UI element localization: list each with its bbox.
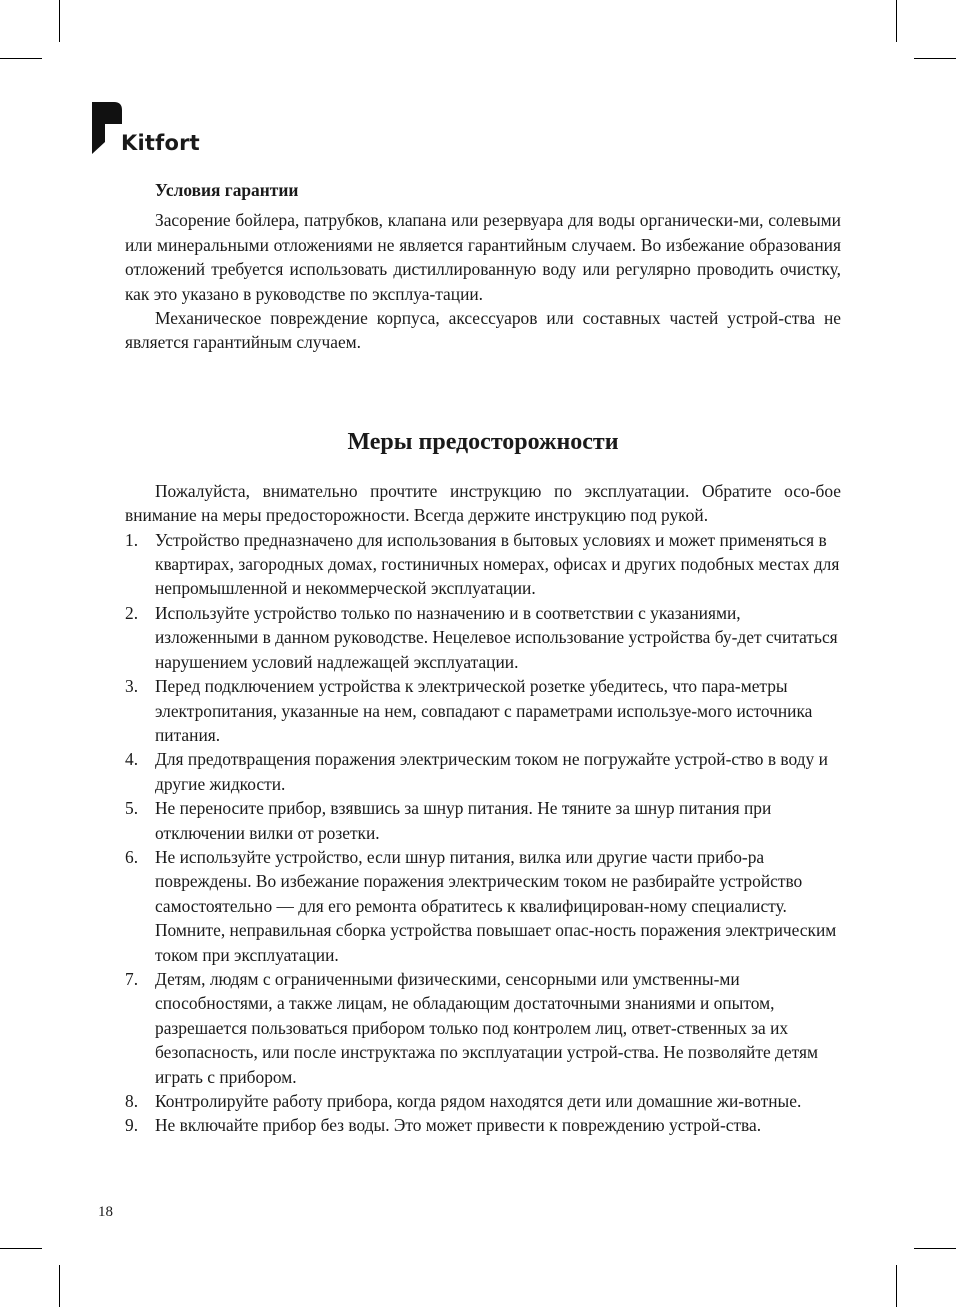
list-item-text: Перед подключением устройства к электрической розетке убедитесь, что пара-метры электропитания, указанные на нем, совпадают с параметрами используе-мого источника питания. — [155, 676, 813, 745]
list-item — [125, 845, 841, 967]
list-item-number: 9. — [125, 1115, 139, 1136]
list-item-number: 5. — [125, 798, 139, 819]
list-item — [125, 601, 841, 674]
list-item-text: Не переносите прибор, взявшись за шнур питания. Не тяните за шнур питания при отключении вилки от розетки. — [155, 798, 772, 843]
list-item — [125, 967, 841, 1089]
list-item-text: Устройство предназначено для использования в бытовых условиях и может применяться в квартирах, загородных домах, гостиничных номерах, офисах и других подобных местах для непромышленной и некоммерческой эксплуатации. — [155, 529, 840, 599]
crop-mark-top-left-horizontal — [0, 58, 42, 59]
kitfort-logo-icon — [92, 102, 122, 154]
list-item-number: 4. — [125, 749, 139, 770]
warranty-paragraph: Механическое повреждение корпуса, аксессуаров или составных частей устрой-ства не является гарантийным случаем. — [125, 308, 841, 353]
page-number: 18 — [98, 1204, 113, 1220]
precautions-intro: Пожалуйста, внимательно прочтите инструкцию по эксплуатации. Обратите осо-бое внимание на меры предосторожности. Всегда держите инструкцию под рукой. — [125, 480, 841, 526]
list-item-text: Контролируйте работу прибора, когда рядом находятся дети или домашние жи-вотные. — [155, 1091, 802, 1111]
list-item — [125, 1113, 841, 1137]
brand-logo — [92, 102, 222, 162]
page-content — [125, 178, 841, 1138]
list-item — [125, 528, 841, 601]
precautions-title: Меры предосторожности — [347, 428, 619, 455]
list-item-number: 1. — [125, 529, 139, 550]
crop-mark-bottom-left-vertical — [59, 1265, 60, 1307]
brand-name: Kitfort — [121, 131, 200, 155]
crop-mark-top-right-vertical — [896, 0, 897, 42]
list-item — [125, 796, 841, 845]
list-item — [125, 674, 841, 747]
list-item-number: 7. — [125, 968, 139, 989]
list-item-number: 6. — [125, 846, 139, 867]
crop-mark-bottom-right-vertical — [896, 1265, 897, 1307]
list-item-number: 3. — [125, 676, 139, 697]
crop-mark-bottom-left-horizontal — [0, 1248, 42, 1249]
list-item-text: Для предотвращения поражения электрическим током не погружайте устрой-ство в воду и другие жидкости. — [155, 749, 828, 794]
crop-mark-top-left-vertical — [59, 0, 60, 42]
list-item — [125, 1089, 841, 1113]
list-item-text: Детям, людям с ограниченными физическими, сенсорными или умственны-ми способностями, а также лицам, не обладающим достаточными знаниями и опытом, разрешается пользоваться прибором только под контролем лиц, ответ-ственных за их безопасность, или после инструктажа по эксплуатации устрой-ства. Не позволяйте детям играть с прибором. — [155, 968, 818, 1087]
list-item-number: 8. — [125, 1091, 139, 1111]
list-item — [125, 747, 841, 796]
crop-mark-bottom-right-horizontal — [914, 1248, 956, 1249]
list-item-number: 2. — [125, 602, 139, 623]
warranty-heading: Условия гарантии — [155, 180, 299, 200]
crop-mark-top-right-horizontal — [914, 58, 956, 59]
list-item-text: Не включайте прибор без воды. Это может привести к повреждению устрой-ства. — [155, 1115, 762, 1136]
precautions-list — [125, 528, 841, 1138]
warranty-paragraph: Засорение бойлера, патрубков, клапана или резервуара для воды органически-ми, солевыми или минеральными отложениями не является гарантийным случаем. Во избежание образования отложений требуется использовать дистиллированную воду или регулярно проводить очистку, как это указано в руководстве по эксплуа-тации. — [125, 210, 841, 304]
list-item-text: Не используйте устройство, если шнур питания, вилка или другие части прибо-ра повреждены. Во избежание поражения электрическим током не разбирайте устройство самостоятельно — для его ремонта обратитесь к квалифицирован-ному специалисту. Помните, неправильная сборка устройства повышает опас-ность поражения электрическим током при эксплуатации. — [155, 846, 837, 965]
list-item-text: Используйте устройство только по назначению и в соответствии с указаниями, изложенными в данном руководстве. Нецелевое использование устройства бу-дет считаться нарушением условий надлежащей эксплуатации. — [155, 602, 838, 672]
